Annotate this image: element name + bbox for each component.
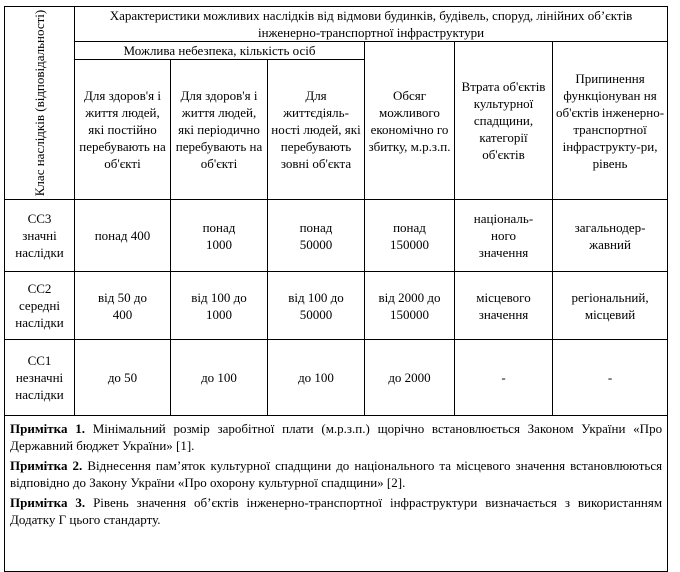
column-header-heritage-loss: Втрата об'єктів культурної спадщини, категорії об'єктів bbox=[455, 42, 553, 200]
value-cell: від 50 до 400 bbox=[75, 272, 171, 340]
table-title: Характеристики можливих наслідків від відмови будинків, будівель, споруд, лінійних об’єктів інженерно-транспортної інфраструктури bbox=[75, 7, 668, 42]
value-cell: - bbox=[553, 340, 668, 416]
value-cell: понад 1000 bbox=[171, 200, 268, 272]
value-cell: до 100 bbox=[268, 340, 365, 416]
column-header-outside-people: Для життєдіяль-ності людей, які перебувають зовні об'єкта bbox=[268, 60, 365, 200]
note-3 bbox=[10, 494, 662, 528]
value-cell: до 100 bbox=[171, 340, 268, 416]
value-cell: понад 150000 bbox=[365, 200, 455, 272]
column-header-permanent-people: Для здоров'я і життя людей, які постійно перебувають на об'єкті bbox=[75, 60, 171, 200]
value-cell: до 2000 bbox=[365, 340, 455, 416]
class-column-label: Клас наслідків (відповідальності) bbox=[31, 9, 47, 197]
value-cell: понад 50000 bbox=[268, 200, 365, 272]
table-row bbox=[5, 272, 668, 340]
note-2-label: Примітка 2. bbox=[10, 458, 83, 473]
notes-section bbox=[5, 416, 668, 572]
class-column-header bbox=[5, 7, 75, 200]
value-cell: від 100 до 50000 bbox=[268, 272, 365, 340]
note-2 bbox=[10, 457, 662, 491]
note-3-text: Рівень значення об’єктів інженерно-транспортної інфраструктури визначається з використанням Додатку Г цього стандарту. bbox=[10, 495, 663, 527]
class-cell: СС2 середні наслідки bbox=[5, 272, 75, 340]
value-cell: місцевого значення bbox=[455, 272, 553, 340]
column-header-economic-loss: Обсяг можливого економічно го збитку, м.р.з.п. bbox=[365, 42, 455, 200]
class-cell: СС1 незначні наслідки bbox=[5, 340, 75, 416]
value-cell: понад 400 bbox=[75, 200, 171, 272]
column-header-periodic-people: Для здоров'я і життя людей, які періодично перебувають на об'єкті bbox=[171, 60, 268, 200]
table-row bbox=[5, 200, 668, 272]
note-2-text: Віднесення пам’яток культурної спадщини до національного та місцевого значення встановлюються відповідно до Закону України «Про охорону культурної спадщини» [2]. bbox=[10, 458, 663, 490]
value-cell: національ-ного значення bbox=[455, 200, 553, 272]
note-1 bbox=[10, 420, 662, 454]
value-cell: - bbox=[455, 340, 553, 416]
note-3-label: Примітка 3. bbox=[10, 495, 86, 510]
value-cell: загальнодер-жавний bbox=[553, 200, 668, 272]
value-cell: від 2000 до 150000 bbox=[365, 272, 455, 340]
class-cell: СС3 значні наслідки bbox=[5, 200, 75, 272]
value-cell: від 100 до 1000 bbox=[171, 272, 268, 340]
note-1-text: Мінімальний розмір заробітної плати (м.р.з.п.) щорічно встановлюється Законом України «Про Державний бюджет України» [1]. bbox=[10, 421, 663, 453]
danger-group-header: Можлива небезпека, кількість осіб bbox=[75, 42, 365, 60]
table-row bbox=[5, 340, 668, 416]
column-header-infrastructure-stop: Припинення функціонуван ня об'єктів інженерно-транспортної інфраструкту-ри, рівень bbox=[553, 42, 668, 200]
consequence-class-table bbox=[4, 6, 668, 572]
note-1-label: Примітка 1. bbox=[10, 421, 85, 436]
value-cell: до 50 bbox=[75, 340, 171, 416]
value-cell: регіональний, місцевий bbox=[553, 272, 668, 340]
